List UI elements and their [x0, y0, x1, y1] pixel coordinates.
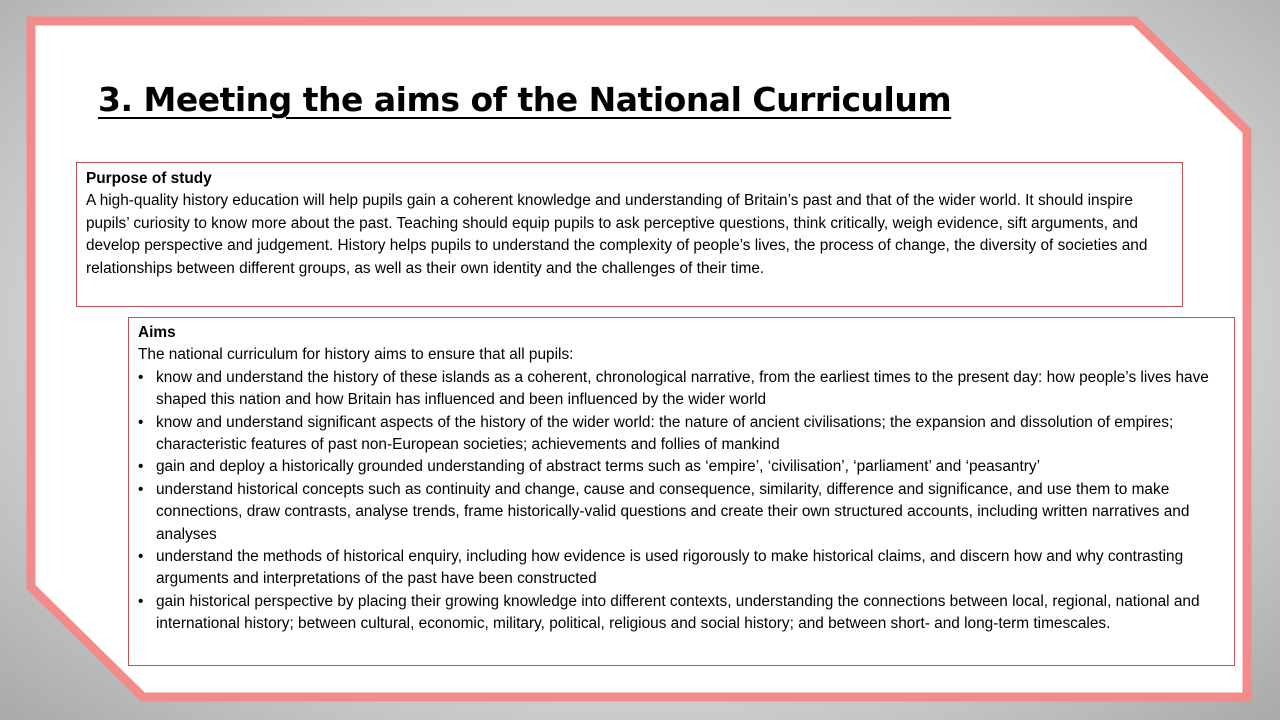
- purpose-of-study-box: [76, 162, 1183, 307]
- aims-list-item: • understand the methods of historical enquiry, including how evidence is used rigorously to make historical claims, and discern how and why contrasting arguments and interpretations of the past have been constructed: [138, 546, 1225, 591]
- aims-list: [138, 367, 1225, 636]
- aims-list-item: • understand historical concepts such as continuity and change, cause and consequence, similarity, difference and significance, and use them to make connections, draw contrasts, analyse trends, frame historically-valid questions and create their own structured accounts, including written narratives and analyses: [138, 479, 1225, 546]
- aims-list-item: • gain historical perspective by placing their growing knowledge into different contexts, understanding the connections between local, regional, national and international history; between cultural, economic, military, political, religious and social history; and between short- and long-term timescales.: [138, 591, 1225, 636]
- aims-box: [128, 317, 1235, 666]
- purpose-text: A high-quality history education will help pupils gain a coherent knowledge and understanding of Britain’s past and that of the wider world. It should inspire pupils’ curiosity to know more about the past. Teaching should equip pupils to ask perceptive questions, think critically, weigh evidence, sift arguments, and develop perspective and judgement. History helps pupils to understand the complexity of people’s lives, the process of change, the diversity of societies and relationships between different groups, as well as their own identity and the challenges of their time.: [86, 192, 1148, 277]
- aims-list-item: • gain and deploy a historically grounded understanding of abstract terms such as ‘empire’, ‘civilisation’, ‘parliament’ and ‘peasantry’: [138, 456, 1225, 478]
- aims-intro: The national curriculum for history aims to ensure that all pupils:: [138, 346, 574, 364]
- aims-list-item: • know and understand the history of these islands as a coherent, chronological narrative, from the earliest times to the present day: how people’s lives have shaped this nation and how Britain has influenced and been influenced by the wider world: [138, 367, 1225, 412]
- slide-title: 3. Meeting the aims of the National Curriculum: [98, 80, 952, 119]
- aims-heading: Aims: [138, 324, 176, 341]
- purpose-heading: Purpose of study: [86, 170, 212, 187]
- aims-list-item: • know and understand significant aspects of the history of the wider world: the nature of ancient civilisations; the expansion and dissolution of empires; characteristic features of past non-European societies; achievements and follies of mankind: [138, 412, 1225, 457]
